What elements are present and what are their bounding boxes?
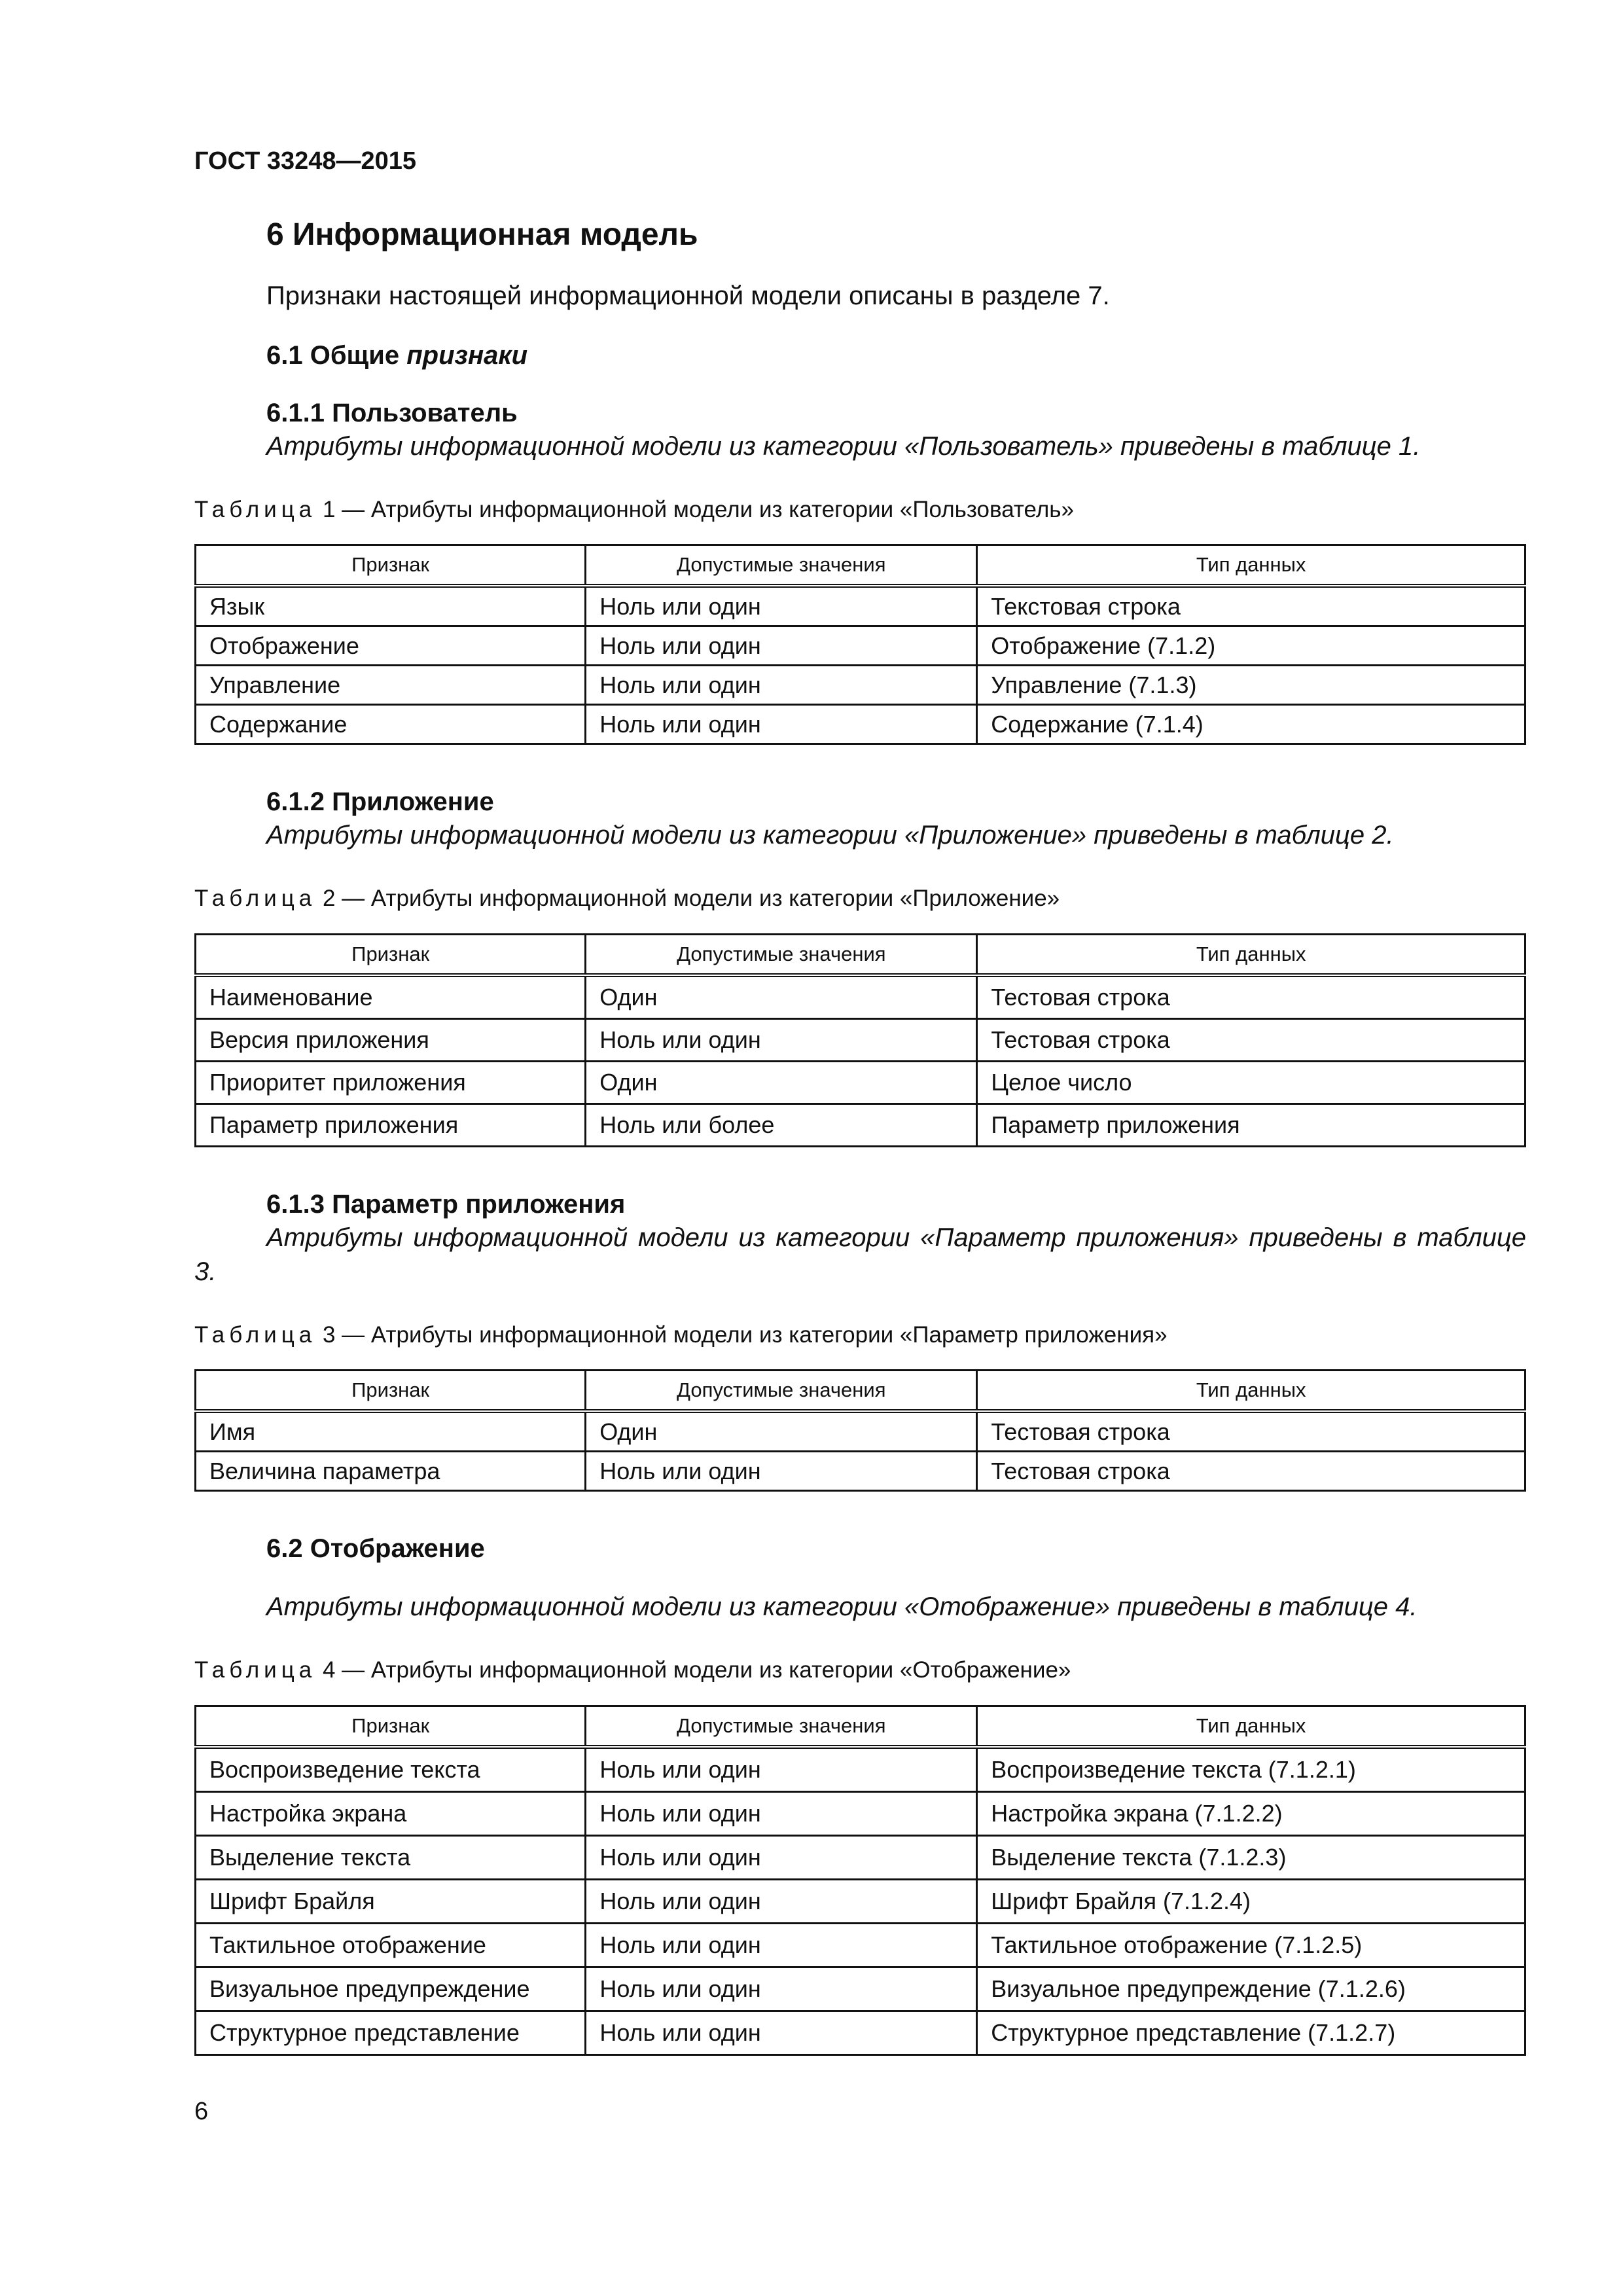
- table-header-row: [196, 545, 1525, 586]
- table-cell: Ноль или один: [586, 1747, 977, 1792]
- table-cell: Воспроизведение текста: [196, 1747, 586, 1792]
- table-header-cell: Признак: [196, 934, 586, 975]
- table-header-cell: Тип данных: [977, 934, 1525, 975]
- table-3-caption-label: Таблица: [194, 1321, 317, 1348]
- table-header-cell: Допустимые значения: [586, 1371, 977, 1412]
- table-cell: Воспроизведение текста (7.1.2.1): [977, 1747, 1525, 1792]
- table-row: [196, 626, 1525, 666]
- table-cell: Содержание (7.1.4): [977, 705, 1525, 744]
- subsection-6-2-title: 6.2 Отображение: [266, 1534, 485, 1564]
- table-cell: Шрифт Брайля: [196, 1879, 586, 1923]
- table-cell: Ноль или один: [586, 1452, 977, 1491]
- table-header-row: [196, 1706, 1525, 1747]
- table-header-row: [196, 934, 1525, 975]
- table-header-cell: Тип данных: [977, 1706, 1525, 1747]
- table-cell: Целое число: [977, 1061, 1525, 1103]
- table-cell: Тестовая строка: [977, 1018, 1525, 1061]
- table-row: [196, 975, 1525, 1019]
- table-4-caption-text: 4 — Атрибуты информационной модели из категории «Отображение»: [316, 1657, 1071, 1683]
- table-2-caption-text: 2 — Атрибуты информационной модели из категории «Приложение»: [316, 886, 1060, 912]
- table-header-cell: Тип данных: [977, 1371, 1525, 1412]
- table-cell: Тактильное отображение: [196, 1923, 586, 1967]
- table-header-cell: Признак: [196, 545, 586, 586]
- section-title: 6 Информационная модель: [266, 217, 698, 252]
- table-cell: Один: [586, 1061, 977, 1103]
- table-cell: Ноль или один: [586, 1835, 977, 1879]
- table-row: [196, 1923, 1525, 1967]
- table-cell: Один: [586, 1411, 977, 1452]
- table-cell: Отображение: [196, 626, 586, 666]
- table-row: [196, 2011, 1525, 2054]
- table-cell: Параметр приложения: [196, 1103, 586, 1146]
- table-header-cell: Допустимые значения: [586, 1706, 977, 1747]
- table-cell: Приоритет приложения: [196, 1061, 586, 1103]
- table-cell: Текстовая строка: [977, 586, 1525, 626]
- table-cell: Тестовая строка: [977, 1452, 1525, 1491]
- table-row: [196, 1411, 1525, 1452]
- table-cell: Тестовая строка: [977, 975, 1525, 1019]
- table-1-caption-label: Таблица: [194, 496, 317, 522]
- subsection-6-1-1-text: Атрибуты информационной модели из категории «Пользователь» приведены в таблице 1.: [266, 431, 1421, 461]
- table-row: [196, 1879, 1525, 1923]
- table-cell: Отображение (7.1.2): [977, 626, 1525, 666]
- table-cell: Ноль или один: [586, 1967, 977, 2011]
- table-2: [194, 933, 1526, 1147]
- table-header-row: [196, 1371, 1525, 1412]
- table-row: [196, 1835, 1525, 1879]
- table-cell: Содержание: [196, 705, 586, 744]
- table-cell: Ноль или более: [586, 1103, 977, 1146]
- subsection-6-1-2-title: 6.1.2 Приложение: [266, 787, 494, 817]
- section-intro: Признаки настоящей информационной модели описаны в разделе 7.: [266, 281, 1110, 310]
- table-header-cell: Тип данных: [977, 545, 1525, 586]
- table-header-cell: Допустимые значения: [586, 934, 977, 975]
- table-cell: Язык: [196, 586, 586, 626]
- table-1-caption: [194, 495, 1526, 525]
- table-cell: Версия приложения: [196, 1018, 586, 1061]
- page-content: [194, 216, 1526, 2096]
- table-3-caption: [194, 1320, 1526, 1350]
- table-cell: Ноль или один: [586, 2011, 977, 2054]
- table-row: [196, 1967, 1525, 2011]
- table-cell: Ноль или один: [586, 666, 977, 705]
- table-cell: Тестовая строка: [977, 1411, 1525, 1452]
- table-cell: Управление (7.1.3): [977, 666, 1525, 705]
- table-cell: Структурное представление: [196, 2011, 586, 2054]
- table-cell: Выделение текста (7.1.2.3): [977, 1835, 1525, 1879]
- table-cell: Ноль или один: [586, 586, 977, 626]
- table-row: [196, 1061, 1525, 1103]
- table-4-caption-label: Таблица: [194, 1657, 317, 1683]
- table-cell: Ноль или один: [586, 1018, 977, 1061]
- table-header-cell: Признак: [196, 1371, 586, 1412]
- page-number: 6: [194, 2098, 209, 2125]
- table-1: [194, 544, 1526, 745]
- table-3-caption-text: 3 — Атрибуты информационной модели из категории «Параметр приложения»: [316, 1321, 1168, 1348]
- subsection-6-1-title: [266, 339, 1526, 372]
- table-row: [196, 705, 1525, 744]
- table-row: [196, 1103, 1525, 1146]
- table-3: [194, 1369, 1526, 1492]
- table-row: [196, 666, 1525, 705]
- table-cell: Выделение текста: [196, 1835, 586, 1879]
- table-1-caption-text: 1 — Атрибуты информационной модели из категории «Пользователь»: [316, 496, 1074, 522]
- table-cell: Настройка экрана (7.1.2.2): [977, 1791, 1525, 1835]
- table-2-caption-label: Таблица: [194, 886, 317, 912]
- table-cell: Параметр приложения: [977, 1103, 1525, 1146]
- table-cell: Ноль или один: [586, 1879, 977, 1923]
- table-cell: Ноль или один: [586, 1923, 977, 1967]
- subsection-6-1-1-title: 6.1.1 Пользователь: [266, 398, 518, 427]
- subsection-6-1-2-text: Атрибуты информационной модели из категории «Приложение» приведены в таблице 2.: [266, 821, 1394, 850]
- subsection-6-1-title-italic: признаки: [406, 340, 528, 370]
- document-code: ГОСТ 33248—2015: [194, 147, 417, 175]
- table-4: [194, 1705, 1526, 2056]
- table-cell: Тактильное отображение (7.1.2.5): [977, 1923, 1525, 1967]
- subsection-6-1-3-text: Атрибуты информационной модели из категории «Параметр приложения» приведены в таблице 3.: [194, 1223, 1526, 1286]
- table-header-cell: Допустимые значения: [586, 545, 977, 586]
- table-cell: Величина параметра: [196, 1452, 586, 1491]
- table-row: [196, 1747, 1525, 1792]
- table-cell: Ноль или один: [586, 626, 977, 666]
- table-cell: Один: [586, 975, 977, 1019]
- table-4-caption: [194, 1655, 1526, 1685]
- table-2-caption: [194, 884, 1526, 914]
- table-cell: Структурное представление (7.1.2.7): [977, 2011, 1525, 2054]
- table-cell: Визуальное предупреждение (7.1.2.6): [977, 1967, 1525, 2011]
- subsection-6-2-text: Атрибуты информационной модели из категории «Отображение» приведены в таблице 4.: [266, 1592, 1418, 1622]
- table-header-cell: Признак: [196, 1706, 586, 1747]
- table-cell: Настройка экрана: [196, 1791, 586, 1835]
- table-row: [196, 586, 1525, 626]
- table-cell: Визуальное предупреждение: [196, 1967, 586, 2011]
- table-cell: Ноль или один: [586, 1791, 977, 1835]
- table-cell: Шрифт Брайля (7.1.2.4): [977, 1879, 1525, 1923]
- table-cell: Ноль или один: [586, 705, 977, 744]
- subsection-6-1-title-plain: 6.1 Общие: [266, 340, 407, 370]
- table-row: [196, 1018, 1525, 1061]
- table-cell: Управление: [196, 666, 586, 705]
- table-cell: Наименование: [196, 975, 586, 1019]
- table-cell: Имя: [196, 1411, 586, 1452]
- subsection-6-1-3-title: 6.1.3 Параметр приложения: [266, 1189, 626, 1219]
- table-row: [196, 1791, 1525, 1835]
- table-row: [196, 1452, 1525, 1491]
